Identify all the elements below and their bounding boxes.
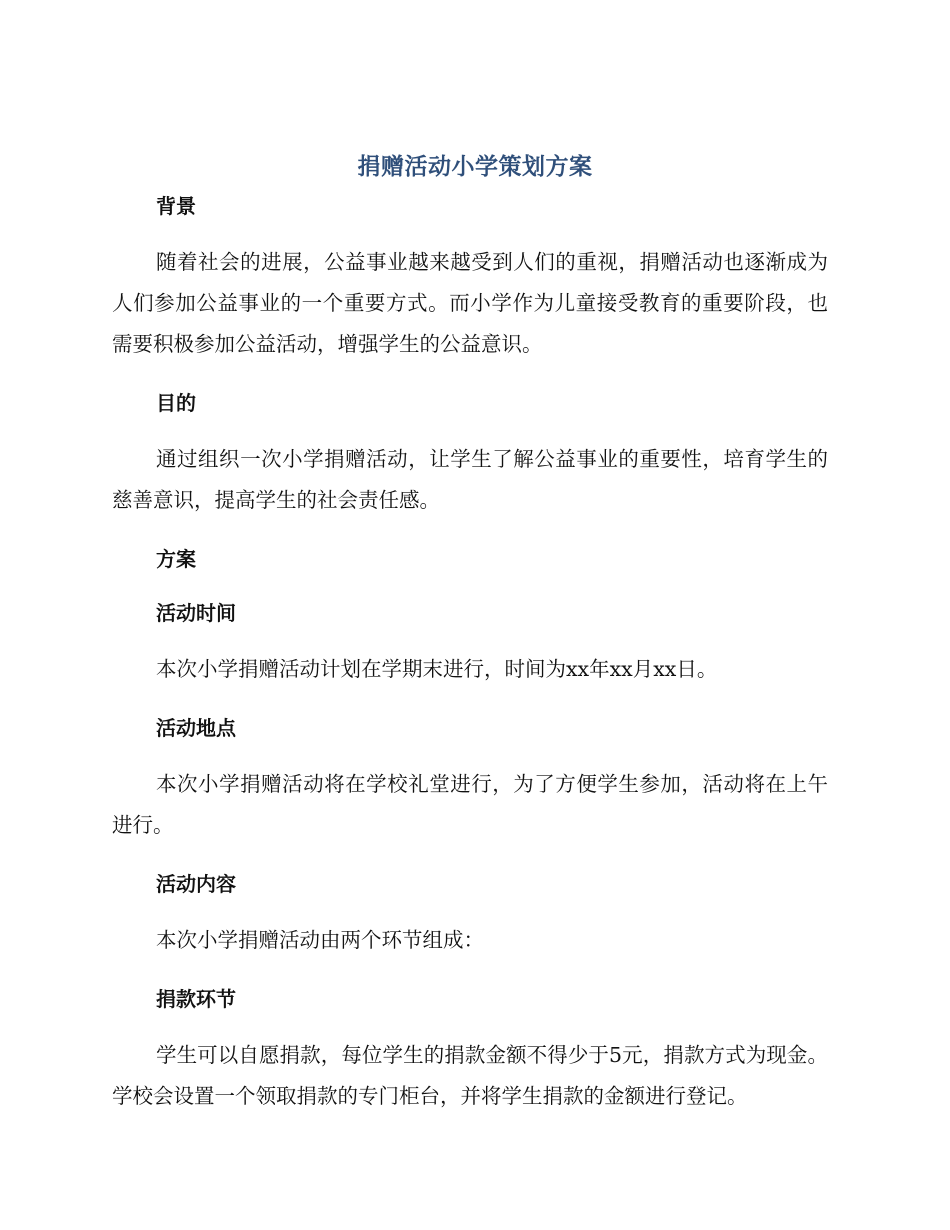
section-heading-donation: 捐款环节 (156, 987, 236, 1011)
document-title: 捐赠活动小学策划方案 (357, 154, 593, 180)
content-paragraph: 本次小学捐赠活动由两个环节组成： (156, 928, 484, 952)
background-paragraph: 随着社会的进展，公益事业越来越受到人们的重视，捐赠活动也逐渐成为人们参加公益事业的一个重要方式。而小学作为儿童接受教育的重要阶段，也需要积极参加公益活动，增强学生的公益意识。 (112, 250, 828, 356)
donation-paragraph: 学生可以自愿捐款，每位学生的捐款金额不得少于5元，捐款方式为现金。学校会设置一个领取捐款的专门柜台，并将学生捐款的金额进行登记。 (112, 1043, 828, 1108)
purpose-paragraph: 通过组织一次小学捐赠活动，让学生了解公益事业的重要性，培育学生的慈善意识，提高学生的社会责任感。 (112, 447, 828, 512)
section-heading-plan: 方案 (156, 547, 196, 571)
section-heading-location: 活动地点 (156, 716, 236, 740)
section-heading-time: 活动时间 (156, 601, 236, 625)
section-heading-content: 活动内容 (156, 872, 236, 896)
section-heading-background: 背景 (156, 194, 196, 218)
section-heading-purpose: 目的 (156, 391, 196, 415)
location-paragraph: 本次小学捐赠活动将在学校礼堂进行，为了方便学生参加，活动将在上午进行。 (112, 772, 828, 837)
document-body (112, 190, 828, 1117)
time-paragraph: 本次小学捐赠活动计划在学期末进行，时间为xx年xx月xx日。 (156, 657, 718, 681)
